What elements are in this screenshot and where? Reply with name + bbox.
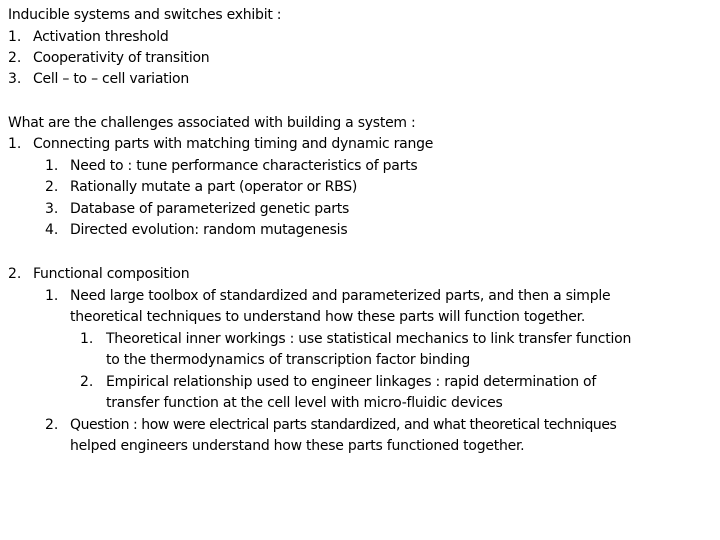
sub-list-item: Need to : tune performance characteristics of parts [70,158,418,174]
subsub-list-item-continued: to the thermodynamics of transcription factor binding [106,352,471,368]
list-number: 2. [8,266,22,282]
list-number: 1. [80,331,94,347]
list-number: 2. [45,179,59,195]
sub-list-item: Rationally mutate a part (operator or RBS) [70,179,358,195]
sub-list-item: Database of parameterized genetic parts [70,201,350,217]
list-number: 1. [45,288,59,304]
sub-list-item-continued: theoretical techniques to understand how these parts will function together. [70,309,586,325]
list-number: 2. [45,417,59,433]
subsub-list-item-continued: transfer function at the cell level with micro-fluidic devices [106,395,503,411]
section2-title: What are the challenges associated with building a system : [8,115,416,131]
subsub-list-item: Theoretical inner workings : use statistical mechanics to link transfer function [106,331,632,347]
subsub-list-item: Empirical relationship used to engineer linkages : rapid determination of [106,374,597,390]
list-number: 4. [45,222,59,238]
list-number: 1. [8,136,22,152]
sub-list-item: Need large toolbox of standardized and parameterized parts, and then a simple [70,288,611,304]
list-number: 3. [8,71,22,87]
list-item: Activation threshold [33,29,169,45]
list-number: 1. [45,158,59,174]
sub-list-item: Question : how were electrical parts standardized, and what theoretical techniques [70,417,617,433]
list-item: Connecting parts with matching timing and dynamic range [33,136,434,152]
sub-list-item: Directed evolution: random mutagenesis [70,222,348,238]
list-item: Cell – to – cell variation [33,71,189,87]
list-number: 2. [8,50,22,66]
list-number: 1. [8,29,22,45]
list-item: Cooperativity of transition [33,50,210,66]
section1-title: Inducible systems and switches exhibit : [8,7,282,23]
list-number: 3. [45,201,59,217]
list-item: Functional composition [33,266,190,282]
list-number: 2. [80,374,94,390]
sub-list-item-continued: helped engineers understand how these parts functioned together. [70,438,525,454]
